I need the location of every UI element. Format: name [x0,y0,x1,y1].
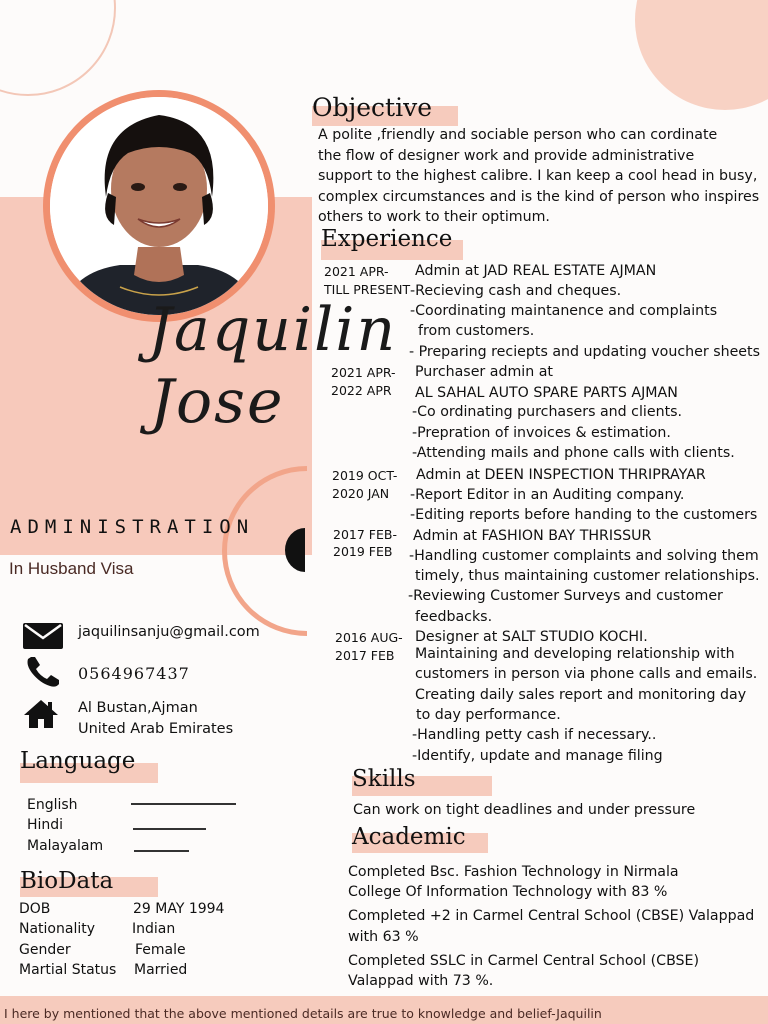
objective-line: support to the highest calibre. I kan keep a cool head in busy, [318,168,758,184]
academic-line: Valappad with 73 %. [348,973,494,989]
job-line: Designer at SALT STUDIO KOCHI. [415,629,648,645]
academic-line: Completed +2 in Carmel Central School (CBSE) Valappad [348,908,755,924]
experience-heading: Experience [321,226,453,252]
proficiency-bar [131,803,236,805]
job-line: timely, thus maintaining customer relationships. [415,568,760,584]
biodata-label: Nationality [19,921,96,937]
declaration-text: I here by mentioned that the above mentioned details are true to knowledge and belief-Jaquilin [4,1006,602,1021]
job-date: 2020 JAN [332,486,390,501]
job-line: Creating daily sales report and monitoring day [415,687,747,703]
academic-line: Completed SSLC in Carmel Central School (CBSE) [348,953,700,969]
academic-heading: Academic [352,824,466,850]
academic-line: Completed Bsc. Fashion Technology in Nirmala [348,864,679,880]
signature-first-name: Jaquilin [148,295,398,365]
proficiency-bar [134,850,189,852]
biodata-label: Martial Status [19,962,117,978]
skills-heading: Skills [352,766,416,792]
job-line: -Attending mails and phone calls with clients. [412,445,735,461]
job-line: -Reviewing Customer Surveys and customer [408,588,723,604]
job-line: customers in person via phone calls and emails. [415,666,758,682]
job-date: 2019 OCT- [332,468,398,483]
job-date: 2016 AUG- [335,630,403,645]
profile-photo [50,97,268,315]
job-line: -Report Editor in an Auditing company. [410,487,685,503]
job-line: -Handling petty cash if necessary.. [412,727,657,743]
objective-line: complex circumstances and is the kind of person who inspires [318,189,760,205]
biodata-value: Female [135,942,186,958]
job-line: -Handling customer complaints and solving them [409,548,759,564]
job-date: 2022 APR [331,383,392,398]
language-heading: Language [20,748,136,774]
job-line: Maintaining and developing relationship with [415,646,735,662]
objective-line: others to work to their optimum. [318,209,550,225]
address-line-1: Al Bustan,Ajman [78,700,198,716]
job-line: Purchaser admin at [415,364,553,380]
job-line: -Identify, update and manage filing [412,748,663,764]
job-line: -Co ordinating purchasers and clients. [412,404,683,420]
email-link[interactable]: jaquilinsanju@gmail.com [78,624,260,640]
language-item: Malayalam [27,838,104,854]
language-item: Hindi [27,817,64,833]
language-item: English [27,797,78,813]
objective-heading: Objective [312,93,433,122]
job-line: from customers. [418,323,535,339]
job-date: 2017 FEB [335,648,395,663]
biodata-label: DOB [19,901,51,917]
job-line: Admin at FASHION BAY THRISSUR [413,528,652,544]
job-date: 2021 APR- [331,365,396,380]
biodata-value: 29 MAY 1994 [133,901,225,917]
visa-status: In Husband Visa [9,559,134,578]
address-line-2: United Arab Emirates [78,721,234,737]
biodata-heading: BioData [20,868,114,894]
signature-last-name: Jose [150,367,285,437]
academic-line: College Of Information Technology with 83 % [348,884,668,900]
phone-icon [24,655,62,689]
job-date: 2019 FEB [333,544,393,559]
job-date: 2021 APR- [324,264,389,279]
envelope-icon [22,622,64,650]
job-line: AL SAHAL AUTO SPARE PARTS AJMAN [415,385,678,401]
academic-line: with 63 % [348,929,419,945]
biodata-value: Married [134,962,188,978]
phone-number[interactable]: 0564967437 [78,664,190,683]
job-date: 2017 FEB- [333,527,397,542]
job-line: -Recieving cash and cheques. [410,283,622,299]
job-line: Admin at DEEN INSPECTION THRIPRAYAR [416,467,706,483]
job-line: to day performance. [416,707,561,723]
skills-text: Can work on tight deadlines and under pressure [353,802,696,818]
job-title: ADMINISTRATION [10,516,255,538]
proficiency-bar [133,828,206,830]
job-line: -Coordinating maintanence and complaints [410,303,718,319]
job-line: -Prepration of invoices & estimation. [412,425,671,441]
objective-line: A polite ,friendly and sociable person who can cordinate [318,127,718,143]
job-line: feedbacks. [415,609,493,625]
decorative-circle [635,0,768,110]
decorative-ring [0,0,116,96]
job-line: - Preparing reciepts and updating voucher sheets [409,344,760,360]
job-date: TILL PRESENT [324,282,411,297]
objective-line: the flow of designer work and provide administrative [318,148,695,164]
job-line: Admin at JAD REAL ESTATE AJMAN [415,263,657,279]
home-icon [22,698,60,730]
job-line: -Editing reports before handing to the customers [410,507,758,523]
biodata-label: Gender [19,942,71,958]
biodata-value: Indian [132,921,176,937]
